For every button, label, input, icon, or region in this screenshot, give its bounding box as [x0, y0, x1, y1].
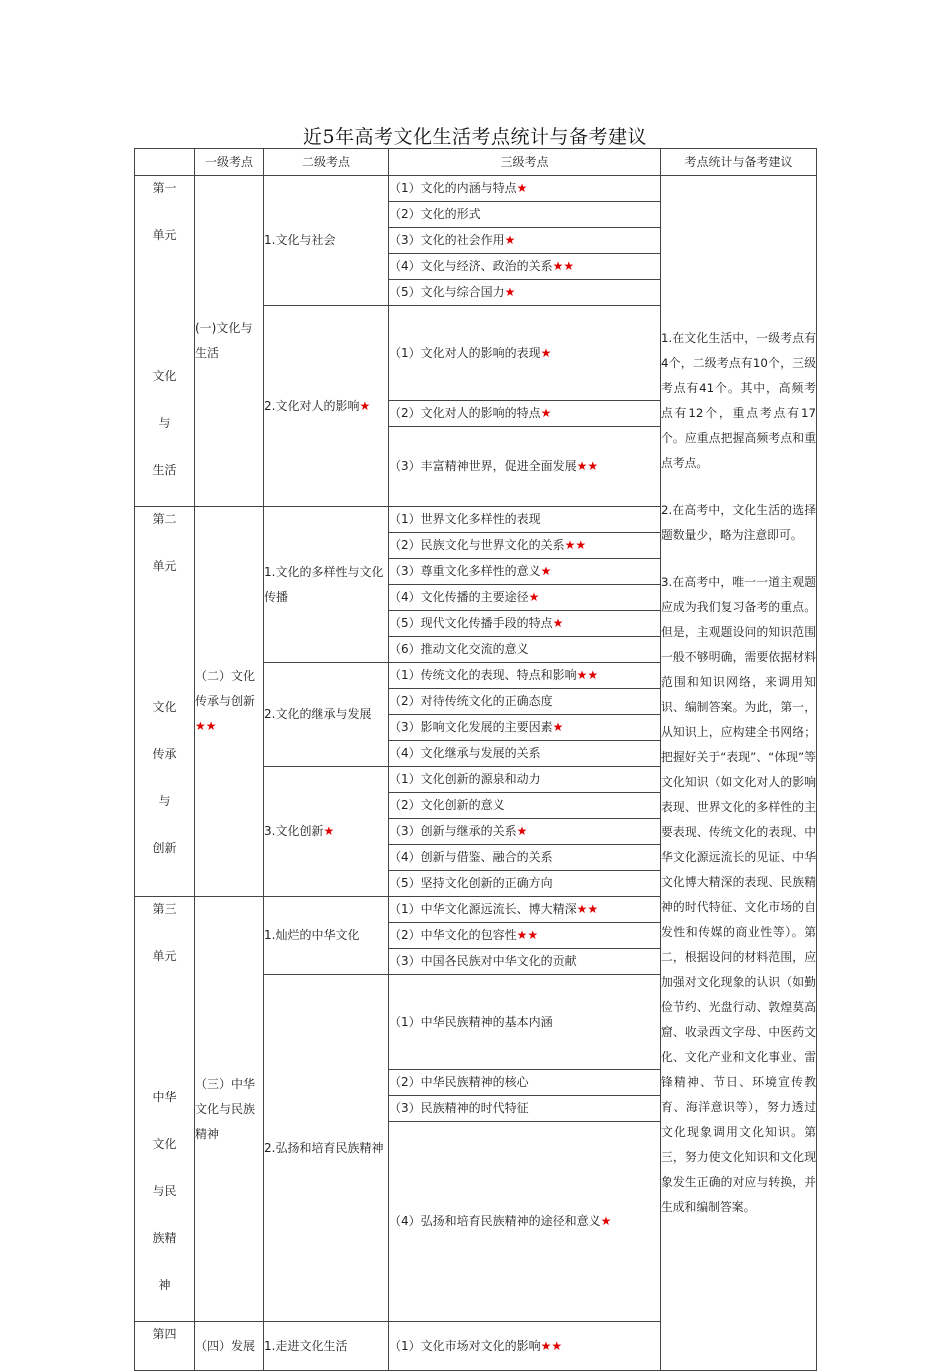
star-icon: ★★ [576, 902, 599, 916]
unit-label-line: 第一 [152, 181, 177, 195]
level3-point [389, 176, 661, 202]
unit-label-line: 单元 [152, 228, 177, 242]
unit-label-line: 第二 [152, 512, 177, 526]
level3-point: （3）中国各民族对中华文化的贡献 [389, 949, 661, 975]
level3-point: （1）中华民族精神的基本内涵 [389, 975, 661, 1070]
advice-paragraph: 2.在高考中，文化生活的选择题数量少，略为注意即可。 [661, 503, 816, 542]
level3-point: （2）文化的形式 [389, 202, 661, 228]
label-text: （3）影响文化发展的主要因素 [389, 720, 553, 734]
level3-point [389, 585, 661, 611]
level3-point [389, 611, 661, 637]
unit-label-line: 单元 [152, 559, 177, 573]
level3-point: （2）中华民族精神的核心 [389, 1070, 661, 1096]
header-cell: 三级考点 [389, 149, 661, 176]
advice-paragraph: 3.在高考中，唯一一道主观题应成为我们复习备考的重点。但是，主观题设问的知识范围一般不够明确，需要依据材料范围和知识网络，来调用知识、编制答案。为此，第一，从知识上，应构建全书网络；把握好关于“表现”、“体现”等文化知识（如文化对人的影响表现、世界文化的多样性的主要表现、传统文化的表现、中华文化源远流长的见证、中华文化博大精深的表现、民族精神的时代特征、文化市场的自发性和传媒的商业性等）。第二，根据设问的材料范围，应加强对文化现象的认识（如勤俭节约、光盘行动、敦煌莫高窟、收录西文字母、中医药文化、文化产业和文化事业、雷锋精神、节日、环境宣传教育、海洋意识等），努力透过文化现象调用文化知识。第三，努力使文化知识和文化现象发生正确的对应与转换，并生成和编制答案。 [661, 575, 816, 1214]
unit-label-line: 与 [158, 794, 171, 808]
star-icon: ★★ [540, 1338, 563, 1353]
unit-label-line: 族精 [152, 1231, 177, 1245]
unit-label-line [135, 649, 194, 696]
label-text: （3）丰富精神世界，促进全面发展 [389, 459, 577, 473]
star-icon: ★ [323, 824, 335, 838]
label-text: （4）文化传播的主要途径 [389, 590, 529, 604]
star-icon: ★ [552, 616, 564, 630]
level2-point: 1.走进文化生活 [264, 1322, 389, 1371]
level3-point: （2）对待传统文化的正确态度 [389, 689, 661, 715]
star-icon: ★ [359, 398, 371, 413]
unit-label-line [135, 318, 194, 365]
unit-label-line: 文化 [152, 700, 177, 714]
star-icon: ★ [540, 345, 552, 360]
unit-label-line: 中华 [152, 1090, 177, 1104]
star-icon: ★ [516, 181, 528, 195]
unit-label-line [135, 271, 194, 318]
unit-label-line [135, 1039, 194, 1086]
unit-label-line: 第三 [152, 902, 177, 916]
advice-spacer [661, 548, 816, 570]
star-icon: ★ [528, 590, 540, 604]
label-text: （4）文化与经济、政治的关系 [389, 259, 553, 273]
unit-cell [135, 176, 195, 507]
unit-label-line: 生活 [152, 463, 177, 477]
level3-point: （4）创新与借鉴、融合的关系 [389, 845, 661, 871]
label-text: （1）文化的内涵与特点 [389, 181, 517, 195]
label-text: （5）现代文化传播手段的特点 [389, 616, 553, 630]
label-text: （1）传统文化的表现、特点和影响 [389, 668, 577, 682]
label-text: （3）尊重文化多样性的意义 [389, 564, 541, 578]
label-text: 3.文化创新 [264, 824, 324, 838]
star-icon: ★ [504, 233, 516, 247]
exam-points-table [134, 148, 817, 1371]
star-icon: ★ [504, 285, 516, 299]
level3-point: （2）文化创新的意义 [389, 793, 661, 819]
level3-point [389, 254, 661, 280]
level3-point: （1）文化创新的源泉和动力 [389, 767, 661, 793]
level3-point [389, 1322, 661, 1371]
star-icon: ★ [540, 564, 552, 578]
star-icon: ★★ [576, 668, 599, 682]
label-text: （1）文化对人的影响的表现 [389, 345, 541, 360]
label-text: （2）中华文化的包容性 [389, 928, 517, 942]
level3-point [389, 306, 661, 401]
unit-label-line: 文化 [152, 369, 177, 383]
star-icon: ★★ [195, 719, 217, 733]
level3-point [389, 897, 661, 923]
level3-point [389, 280, 661, 306]
unit-label-line: 与 [158, 416, 171, 430]
level2-point [264, 306, 389, 507]
label-text: （4）弘扬和培育民族精神的途径和意义 [389, 1214, 601, 1228]
exam-advice-cell [661, 176, 817, 1371]
document-title: 近5年高考文化生活考点统计与备考建议 [302, 126, 648, 148]
header-cell: 考点统计与备考建议 [661, 149, 817, 176]
star-icon: ★★ [564, 538, 587, 552]
star-icon: ★ [552, 720, 564, 734]
level3-point [389, 427, 661, 507]
label-text: （3）文化的社会作用 [389, 233, 505, 247]
level3-point [389, 228, 661, 254]
level3-point: （5）坚持文化创新的正确方向 [389, 871, 661, 897]
unit-label-line: 传承 [152, 747, 177, 761]
star-icon: ★ [540, 406, 552, 420]
header-cell: 一级考点 [195, 149, 264, 176]
level2-point: 1.灿烂的中华文化 [264, 897, 389, 975]
label-text: （1）文化市场对文化的影响 [389, 1338, 541, 1353]
level1-point: （三）中华文化与民族精神 [195, 897, 264, 1322]
level3-point [389, 401, 661, 427]
header-cell [135, 149, 195, 176]
star-icon: ★★ [552, 259, 575, 273]
level3-point [389, 819, 661, 845]
unit-cell [135, 897, 195, 1322]
level2-point: 1.文化与社会 [264, 176, 389, 306]
advice-spacer [661, 476, 816, 498]
level1-point [195, 507, 264, 897]
unit-label-line [135, 602, 194, 649]
label-text: （2）文化对人的影响的特点 [389, 406, 541, 420]
label-text: （3）创新与继承的关系 [389, 824, 517, 838]
unit-label-line: 创新 [152, 841, 177, 855]
star-icon: ★ [600, 1214, 612, 1228]
level1-point: (一)文化与生活 [195, 176, 264, 507]
star-icon: ★ [516, 824, 528, 838]
unit-label-line: 第四 [152, 1327, 177, 1341]
level3-point [389, 715, 661, 741]
label-text: （2）民族文化与世界文化的关系 [389, 538, 565, 552]
label-text: （5）文化与综合国力 [389, 285, 505, 299]
unit-cell [135, 1322, 195, 1371]
level3-point [389, 663, 661, 689]
label-text: （二）文化传承与创新 [195, 669, 256, 708]
level3-point [389, 923, 661, 949]
advice-paragraph: 1.在文化生活中，一级考点有4个，二级考点有10个，三级考点有41个。其中，高频考点有12个，重点考点有17个。应重点把握高频考点和重点考点。 [661, 331, 816, 470]
unit-label-line: 与民 [152, 1184, 177, 1198]
level2-point [264, 767, 389, 897]
level3-point [389, 559, 661, 585]
unit-label-line: 文化 [152, 1137, 177, 1151]
star-icon: ★★ [576, 459, 599, 473]
star-icon: ★★ [516, 928, 539, 942]
unit-label-line: 单元 [152, 949, 177, 963]
level3-point: （6）推动文化交流的意义 [389, 637, 661, 663]
level1-point: （四）发展 [195, 1322, 264, 1371]
label-text: （1）中华文化源远流长、博大精深 [389, 902, 577, 916]
table-header-row [135, 149, 817, 176]
level3-point: （1）世界文化多样性的表现 [389, 507, 661, 533]
level2-point: 1.文化的多样性与文化传播 [264, 507, 389, 663]
level3-point: （3）民族精神的时代特征 [389, 1096, 661, 1122]
level2-point: 2.文化的继承与发展 [264, 663, 389, 767]
level3-point: （4）文化继承与发展的关系 [389, 741, 661, 767]
label-text: 2.文化对人的影响 [264, 398, 360, 413]
level3-point [389, 533, 661, 559]
level2-point: 2.弘扬和培育民族精神 [264, 975, 389, 1322]
unit-cell [135, 507, 195, 897]
header-cell: 二级考点 [264, 149, 389, 176]
unit-label-line [135, 992, 194, 1039]
table-row [135, 176, 817, 202]
unit-label-line: 神 [158, 1278, 171, 1292]
level3-point [389, 1122, 661, 1322]
